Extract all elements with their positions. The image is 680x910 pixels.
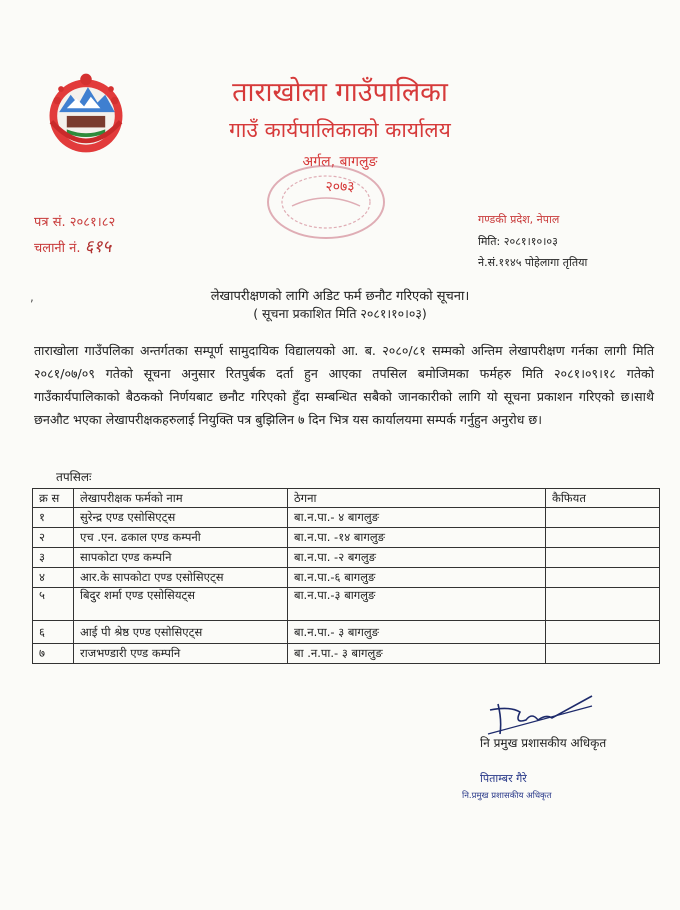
notice-title: लेखापरीक्षणको लागि अडिट फर्म छनौट गरिएको सूचना। [210, 289, 470, 304]
row-sn: १ [33, 508, 74, 528]
table-row [33, 528, 660, 548]
audit-firm-table [32, 488, 660, 664]
row-sn: ४ [33, 568, 74, 588]
row-address: बा.न.पा.-६ बागलुङ [288, 568, 546, 588]
office-stamp [262, 160, 390, 242]
row-firm-name: एच .एन. ढकाल एण्ड कम्पनी [74, 528, 288, 548]
column-header-sn: क्र स [33, 489, 74, 508]
nepal-sambat-date: ने.सं.११४५ पोहेलागा तृतिया [478, 256, 588, 269]
stray-mark: , [30, 290, 34, 304]
table-row [33, 568, 660, 588]
office-subtitle: गाउँ कार्यपालिकाको कार्यालय [229, 118, 451, 142]
table-row [33, 644, 660, 664]
row-remarks [546, 528, 660, 548]
handwritten-signature [480, 690, 600, 740]
row-remarks [546, 548, 660, 568]
row-remarks [546, 621, 660, 644]
row-address: बा.न.पा.-३ बागलुङ [288, 588, 546, 621]
row-remarks [546, 508, 660, 528]
letter-number: पत्र सं. २०८१।८२ [34, 215, 116, 230]
row-address: बा.न.पा. -१४ बागलुङ [288, 528, 546, 548]
notice-published-date: ( सूचना प्रकाशित मिति २०८१।१०।०३) [253, 306, 427, 321]
dispatch-value: ६१५ [84, 237, 112, 257]
dispatch-label: चलानी नं. [34, 241, 81, 256]
table-row [33, 588, 660, 621]
row-address: बा .न.पा.- ३ बागलुङ [288, 644, 546, 664]
row-firm-name: बिदुर शर्मा एण्ड एसोसियट्स [74, 588, 288, 621]
signatory-name: पिताम्बर गैरे [480, 772, 527, 785]
row-address: बा.न.पा. -२ बगलुङ [288, 548, 546, 568]
row-sn: ३ [33, 548, 74, 568]
row-address: बा.न.पा.- ३ बागलुङ [288, 621, 546, 644]
row-sn: ७ [33, 644, 74, 664]
province-label: गण्डकी प्रदेश, नेपाल [478, 213, 560, 226]
signatory-title: नि प्रमुख प्रशासकीय अधिकृत [480, 736, 607, 750]
table-header-row [33, 489, 660, 508]
row-address: बा.न.पा.- ४ बागलुङ [288, 508, 546, 528]
office-address: अर्गल, बागलुङ [302, 154, 378, 170]
notice-body: ताराखोला गाउँपलिका अन्तर्गतका सम्पूर्ण सामुदायिक विद्यालयको आ. ब. २०८०/८१ सम्मको अन्तिम लेखापरीक्षण गर्नका लागी मिति २०८१/०७/०९ गतेको सूचना अनुसार रितपुर्बक दर्ता हुन आएका तपसिल बमोजिमका फर्महरु मिति २०८१।०९।१८ गतेको गाउँकार्यपालिकाको बैठकको निर्णयबाट छनौट गरिएको हुँदा सम्बन्धित सबैको जानकारीको लागि यो सूचना प्रकाशन गरिएको छ।साथै छनऔट भएका लेखापरीक्षकहरुलाई नियुक्ति पत्र बुझिलिन ७ दिन भित्र यस कार्यालयमा सम्पर्क गर्नुहुन अनुरोध छ। [34, 343, 654, 427]
row-remarks [546, 568, 660, 588]
dispatch-number [34, 234, 111, 257]
letter-date: मिति: २०८१।१०।०३ [478, 235, 558, 248]
column-header-address: ठेगना [288, 489, 546, 508]
column-header-firm: लेखापरीक्षक फर्मको नाम [74, 489, 288, 508]
table-row [33, 508, 660, 528]
row-remarks [546, 644, 660, 664]
table-row [33, 621, 660, 644]
row-sn: ६ [33, 621, 74, 644]
row-firm-name: सुरेन्द्र एण्ड एसोसिएट्स [74, 508, 288, 528]
established-year: २०७३ [325, 179, 355, 195]
details-label: तपसिलः [56, 470, 92, 484]
table-row [33, 548, 660, 568]
municipality-emblem-logo [38, 66, 134, 162]
office-name: ताराखोला गाउँपालिका [232, 77, 448, 108]
row-sn: ५ [33, 588, 74, 621]
row-firm-name: आई पी श्रेष्ठ एण्ड एसोसिएट्स [74, 621, 288, 644]
row-firm-name: आर.के सापकोटा एण्ड एसोसिएट्स [74, 568, 288, 588]
signatory-designation: नि.प्रमुख प्रशासकीय अधिकृत [462, 791, 552, 801]
row-remarks [546, 588, 660, 621]
row-sn: २ [33, 528, 74, 548]
column-header-remarks: कैफियत [546, 489, 660, 508]
row-firm-name: सापकोटा एण्ड कम्पनि [74, 548, 288, 568]
row-firm-name: राजभण्डारी एण्ड कम्पनि [74, 644, 288, 664]
